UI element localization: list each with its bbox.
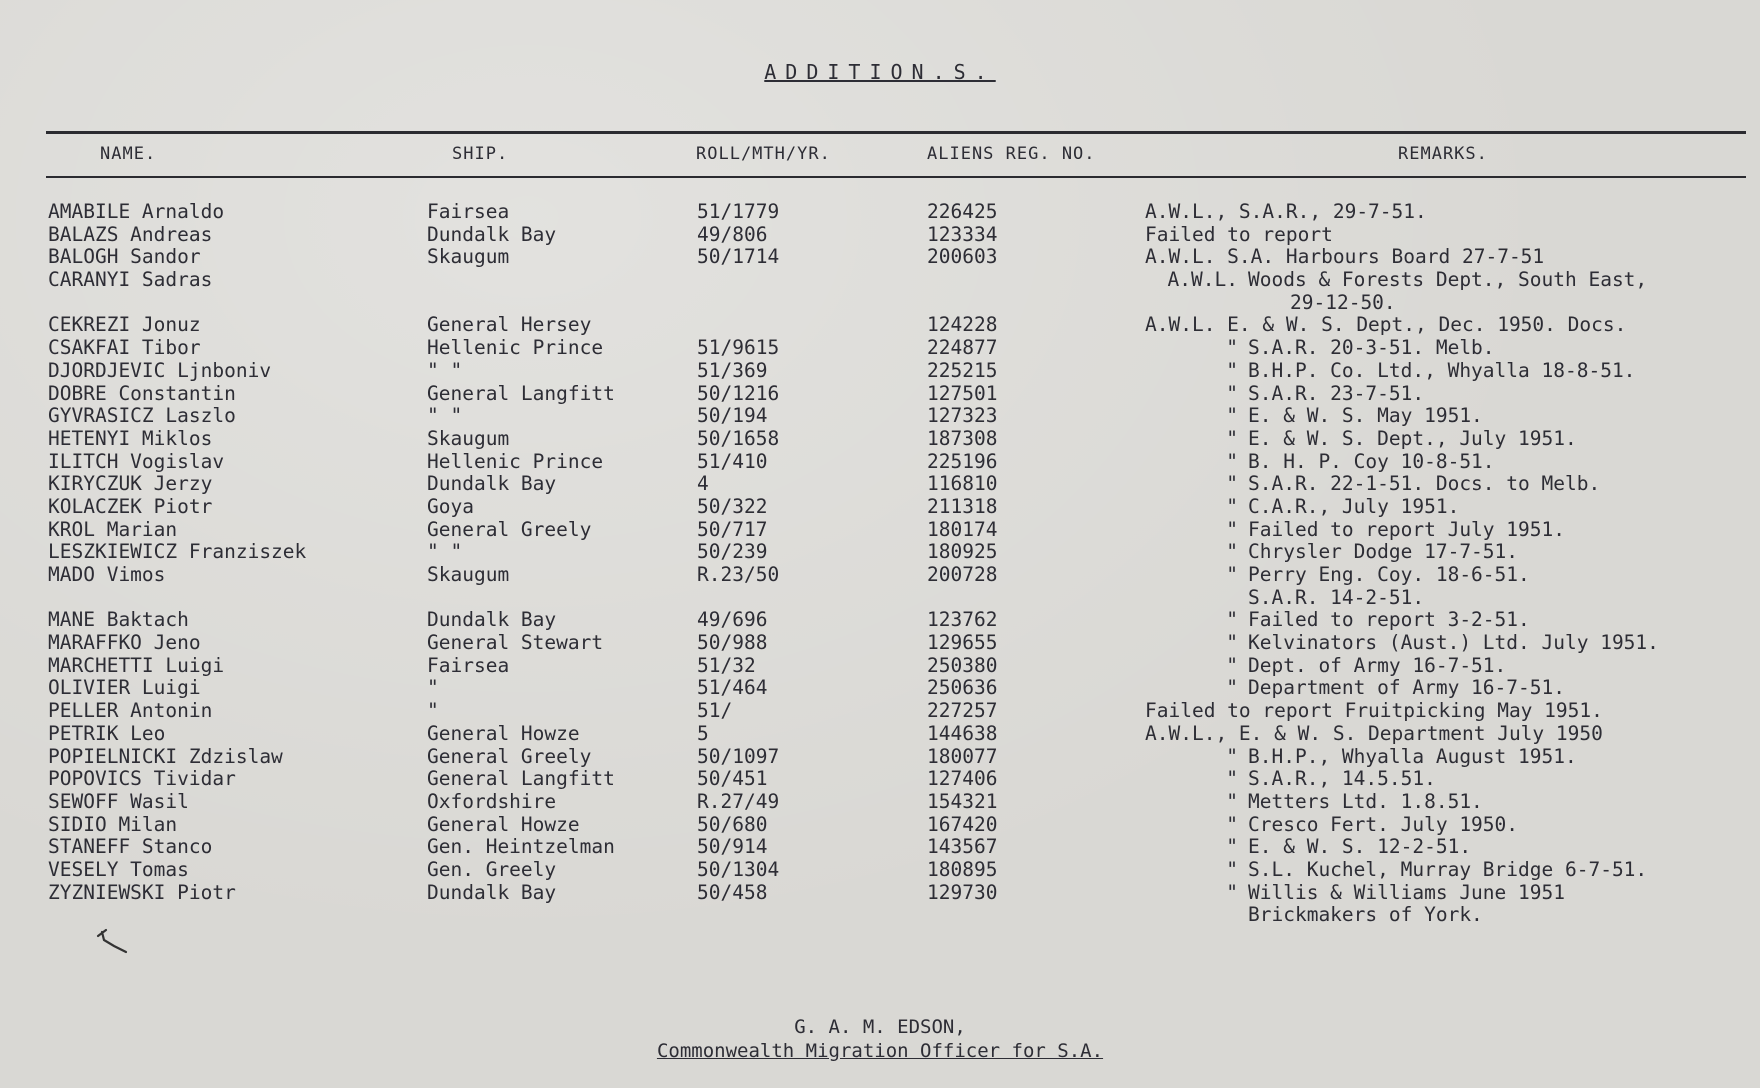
cell-remarks: Failed to report Fruitpicking May 1951. [1145,699,1603,723]
cell-aliens-reg: 180895 [927,857,998,881]
cell-remarks: Woods & Forests Dept., South East, [1248,268,1648,292]
cell-name: BALOGH Sandor [48,245,201,269]
cell-ship: Dundalk Bay [427,880,557,904]
cell-roll: 50/1658 [697,426,780,450]
cell-remarks: Dept. of Army 16-7-51. [1248,653,1507,677]
cell-remark-prefix: " [1226,381,1238,405]
table-row [0,268,1760,291]
cell-ship: General Greely [427,517,592,541]
cell-name: LESZKIEWICZ Franziszek [48,540,307,564]
cell-remark-prefix: A.W.L. [1167,268,1238,292]
cell-name: MARCHETTI Luigi [48,653,225,677]
cell-remark-prefix: " [1226,812,1238,836]
cell-remark-prefix: " [1226,563,1238,586]
cell-ship: " " [427,358,463,382]
cell-remarks: A.W.L., E. & W. S. Department July 1950 [1145,721,1603,745]
header-roll: ROLL/MTH/YR. [696,144,831,164]
cell-remark-prefix: " [1226,835,1238,859]
cell-name: KROL Marian [48,517,178,541]
cell-roll: 50/451 [697,767,768,791]
cell-roll: 51/9615 [697,336,780,360]
table-row [0,813,1760,836]
header-top-rule [46,131,1746,134]
table-row [0,427,1760,450]
cell-aliens-reg: 227257 [927,699,998,723]
table-row [0,745,1760,768]
cell-name: HETENYI Miklos [48,426,213,450]
cell-roll: 51/410 [697,449,768,473]
table-row [0,722,1760,745]
cell-aliens-reg: 180077 [927,744,998,768]
cell-aliens-reg: 250636 [927,676,998,700]
table-row [0,404,1760,427]
table-row [0,336,1760,359]
cell-ship: Dundalk Bay [427,472,557,496]
header-ship: SHIP. [452,144,509,164]
cell-ship: General Langfitt [427,381,615,405]
cell-remarks: Failed to report July 1951. [1248,517,1565,541]
cell-remarks: A.W.L. S.A. Harbours Board 27-7-51 [1145,245,1545,269]
cell-aliens-reg: 123762 [927,608,998,632]
cell-remark-prefix: " [1226,880,1238,904]
cell-roll: 51/ [697,699,733,723]
cell-remark-prefix: " [1226,494,1238,518]
cell-roll: R.23/50 [697,563,780,586]
cell-aliens-reg: 200728 [927,563,998,586]
cell-remarks: S.A.R. 20-3-51. Melb. [1248,336,1495,360]
cell-roll: 50/914 [697,835,768,859]
cell-remarks: Failed to report [1145,222,1333,246]
cell-remarks: Kelvinators (Aust.) Ltd. July 1951. [1248,631,1659,655]
cell-aliens-reg: 180174 [927,517,998,541]
cell-name: OLIVIER Luigi [48,676,201,700]
cell-remark-prefix: " [1226,767,1238,791]
table-row [0,382,1760,405]
cell-ship: Gen. Greely [427,857,557,881]
cell-aliens-reg: 225215 [927,358,998,382]
cell-aliens-reg: 127406 [927,767,998,791]
cell-remark-prefix: " [1226,517,1238,541]
cell-name: AMABILE Arnaldo [48,200,225,223]
records-table [0,200,1760,926]
cell-aliens-reg: 211318 [927,494,998,518]
cell-remarks: Cresco Fert. July 1950. [1248,812,1519,836]
cell-ship: General Hersey [427,313,592,337]
cell-ship: General Howze [427,812,580,836]
cell-name: SIDIO Milan [48,812,178,836]
table-row [0,495,1760,518]
cell-roll: 50/239 [697,540,768,564]
cell-ship: General Greely [427,744,592,768]
cell-remark-prefix: " [1226,426,1238,450]
table-row [0,608,1760,631]
table-row [0,472,1760,495]
cell-ship: Oxfordshire [427,789,557,813]
cell-aliens-reg: 187308 [927,426,998,450]
cell-remarks: Brickmakers of York. [1248,903,1483,927]
cell-remark-prefix: " [1226,631,1238,655]
cell-remarks: Willis & Williams June 1951 [1248,880,1565,904]
cell-aliens-reg: 127323 [927,404,998,428]
cell-name: MARAFFKO Jeno [48,631,201,655]
cell-name: DOBRE Constantin [48,381,236,405]
cell-roll: 50/680 [697,812,768,836]
cell-name: MANE Baktach [48,608,189,632]
cell-remarks: E. & W. S. 12-2-51. [1248,835,1472,859]
signature-name: G. A. M. EDSON, [794,1016,966,1038]
cell-remark-prefix: " [1226,676,1238,700]
cell-roll: 49/696 [697,608,768,632]
cell-aliens-reg: 154321 [927,789,998,813]
table-row [0,245,1760,268]
table-row [0,313,1760,336]
cell-ship: Skaugum [427,426,510,450]
cell-aliens-reg: 127501 [927,381,998,405]
cell-ship: Skaugum [427,563,510,586]
table-row [0,881,1760,904]
cell-roll: 50/458 [697,880,768,904]
cell-remark-prefix: " [1226,857,1238,881]
cell-remark-prefix: " [1226,472,1238,496]
cell-ship: " [427,676,439,700]
cell-remark-prefix: " [1226,358,1238,382]
cell-roll: 50/194 [697,404,768,428]
table-row [0,223,1760,246]
cell-ship: Fairsea [427,653,510,677]
cell-name: SEWOFF Wasil [48,789,189,813]
cell-aliens-reg: 143567 [927,835,998,859]
table-row [0,903,1760,926]
cell-name: DJORDJEVIC Ljnboniv [48,358,272,382]
cell-name: STANEFF Stanco [48,835,213,859]
cell-roll: 49/806 [697,222,768,246]
table-row [0,858,1760,881]
table-row [0,450,1760,473]
cell-roll: 50/717 [697,517,768,541]
cell-roll: R.27/49 [697,789,780,813]
cell-ship: General Langfitt [427,767,615,791]
cell-remarks: C.A.R., July 1951. [1248,494,1460,518]
cell-ship: General Stewart [427,631,604,655]
header-aliens-reg: ALIENS REG. NO. [927,144,1096,164]
cell-name: ILITCH Vogislav [48,449,225,473]
cell-aliens-reg: 167420 [927,812,998,836]
cell-roll: 50/1216 [697,381,780,405]
cell-name: KIRYCZUK Jerzy [48,472,213,496]
cell-remarks: S.A.R. 23-7-51. [1248,381,1425,405]
pencil-mark-icon [92,926,132,956]
cell-name: GYVRASICZ Laszlo [48,404,236,428]
cell-remarks: S.A.R., 14.5.51. [1248,767,1436,791]
cell-name: CSAKFAI Tibor [48,336,201,360]
cell-aliens-reg: 225196 [927,449,998,473]
cell-ship: Gen. Heintzelman [427,835,615,859]
table-row [0,699,1760,722]
cell-ship: Skaugum [427,245,510,269]
cell-roll: 4 [697,472,709,496]
table-row [0,563,1760,586]
header-remarks: REMARKS. [1398,144,1488,164]
cell-aliens-reg: 250380 [927,653,998,677]
table-row [0,359,1760,382]
cell-aliens-reg: 124228 [927,313,998,337]
cell-ship: Dundalk Bay [427,608,557,632]
cell-name: MADO Vimos [48,563,166,586]
table-row [0,767,1760,790]
cell-name: CEKREZI Jonuz [48,313,201,337]
cell-remarks: B. H. P. Coy 10-8-51. [1248,449,1495,473]
cell-aliens-reg: 116810 [927,472,998,496]
table-row [0,540,1760,563]
cell-roll: 51/32 [697,653,756,677]
cell-remark-prefix: " [1226,449,1238,473]
table-row [0,790,1760,813]
cell-remarks: A.W.L. E. & W. S. Dept., Dec. 1950. Docs. [1145,313,1627,337]
cell-remarks: B.H.P. Co. Ltd., Whyalla 18-8-51. [1248,358,1636,382]
cell-aliens-reg: 144638 [927,721,998,745]
cell-remark-prefix: " [1226,608,1238,632]
cell-remarks: E. & W. S. Dept., July 1951. [1248,426,1577,450]
table-row [0,631,1760,654]
table-row [0,291,1760,314]
cell-aliens-reg: 224877 [927,336,998,360]
cell-name: BALAZS Andreas [48,222,213,246]
cell-remark-prefix: " [1226,653,1238,677]
cell-roll: 50/1714 [697,245,780,269]
signature-title: Commonwealth Migration Officer for S.A. [656,1040,1104,1062]
cell-ship: Fairsea [427,200,510,223]
cell-aliens-reg: 129655 [927,631,998,655]
cell-remarks: E. & W. S. May 1951. [1248,404,1483,428]
cell-roll: 51/369 [697,358,768,382]
cell-aliens-reg: 123334 [927,222,998,246]
cell-name: VESELY Tomas [48,857,189,881]
cell-aliens-reg: 129730 [927,880,998,904]
cell-name: PETRIK Leo [48,721,166,745]
document-title: ADDITION.S. [764,60,996,84]
cell-ship: " [427,699,439,723]
cell-remark-prefix: " [1226,540,1238,564]
cell-remarks: B.H.P., Whyalla August 1951. [1248,744,1577,768]
cell-remarks: Chrysler Dodge 17-7-51. [1248,540,1519,564]
cell-name: ZYZNIEWSKI Piotr [48,880,236,904]
cell-roll: 50/988 [697,631,768,655]
table-row [0,835,1760,858]
cell-aliens-reg: 180925 [927,540,998,564]
cell-ship: Hellenic Prince [427,336,604,360]
table-row [0,518,1760,541]
cell-remarks: 29-12-50. [1290,290,1396,314]
header-bottom-rule [46,176,1746,178]
cell-remark-prefix: " [1226,336,1238,360]
cell-remarks: S.A.R. 22-1-51. Docs. to Melb. [1248,472,1601,496]
cell-remarks: S.L. Kuchel, Murray Bridge 6-7-51. [1248,857,1648,881]
cell-remark-prefix: " [1226,789,1238,813]
cell-remark-prefix: " [1226,404,1238,428]
cell-ship: Dundalk Bay [427,222,557,246]
cell-remarks: Department of Army 16-7-51. [1248,676,1565,700]
table-row [0,654,1760,677]
cell-roll: 50/1097 [697,744,780,768]
cell-remarks: Metters Ltd. 1.8.51. [1248,789,1483,813]
cell-name: KOLACZEK Piotr [48,494,213,518]
cell-remark-prefix: " [1226,744,1238,768]
cell-ship: Hellenic Prince [427,449,604,473]
cell-remarks: S.A.R. 14-2-51. [1248,585,1425,609]
cell-ship: Goya [427,494,474,518]
cell-roll: 51/1779 [697,200,780,223]
cell-aliens-reg: 226425 [927,200,998,223]
cell-name: POPIELNICKI Zdzislaw [48,744,283,768]
cell-roll: 5 [697,721,709,745]
cell-remarks: Failed to report 3-2-51. [1248,608,1530,632]
header-name: NAME. [100,144,157,164]
cell-ship: General Howze [427,721,580,745]
cell-name: POPOVICS Tividar [48,767,236,791]
cell-remarks: Perry Eng. Coy. 18-6-51. [1248,563,1530,586]
cell-name: CARANYI Sadras [48,268,213,292]
cell-name: PELLER Antonin [48,699,213,723]
cell-roll: 50/322 [697,494,768,518]
cell-roll: 51/464 [697,676,768,700]
table-row [0,676,1760,699]
table-row [0,586,1760,609]
cell-roll: 50/1304 [697,857,780,881]
cell-ship: " " [427,404,463,428]
cell-aliens-reg: 200603 [927,245,998,269]
cell-remarks: A.W.L., S.A.R., 29-7-51. [1145,200,1427,223]
table-row [0,200,1760,223]
cell-ship: " " [427,540,463,564]
